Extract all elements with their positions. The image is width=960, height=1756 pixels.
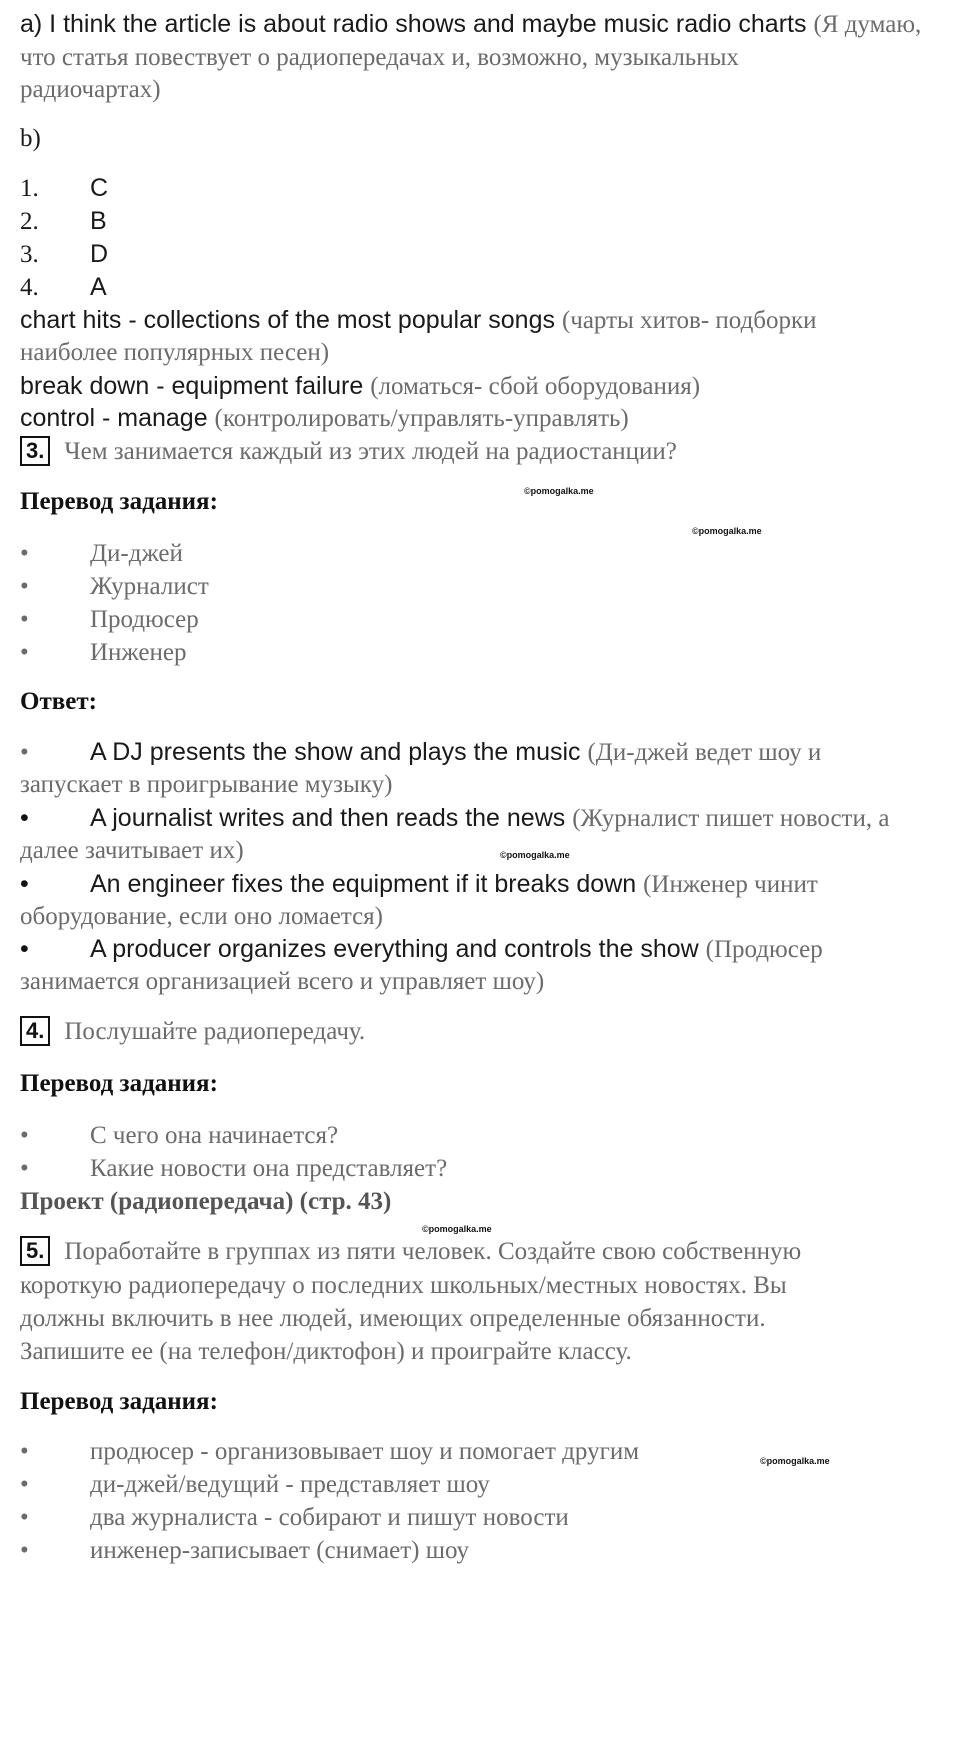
bullet-icon: • (20, 1122, 29, 1149)
bullet-icon: • (20, 639, 29, 666)
task-number-badge: 5. (20, 1236, 50, 1266)
task3-answer-3-cont: оборудование, если оно ломается) (20, 903, 384, 930)
bullet-icon: • (20, 1155, 29, 1182)
task3-item: • Ди-джей (20, 536, 183, 572)
task-number-badge: 3. (20, 436, 50, 466)
bullet-icon: • (20, 1504, 29, 1531)
intro-a-line2: что статья повествует о радиопередачах и, возможно, музыкальных (20, 44, 739, 71)
watermark: ©pomogalka.me (760, 1456, 830, 1466)
vocab-line-2: break down - equipment failure (ломаться- сбой оборудования) (20, 372, 701, 400)
bullet-icon: • (20, 1471, 29, 1498)
answer-item: 4. A (20, 273, 107, 301)
bullet-icon: • (20, 1537, 29, 1564)
task5-line2: короткую радиопередачу о последних школьных/местных новостях. Вы (20, 1272, 787, 1299)
answer-item: 1. C (20, 174, 109, 202)
task5-line4: Запишите ее (на телефон/диктофон) и проиграйте классу. (20, 1338, 632, 1365)
answer-item: 2. B (20, 207, 107, 235)
bullet-icon: • (20, 739, 29, 766)
task5-item: • продюсер - организовывает шоу и помогает другим (20, 1434, 639, 1470)
task4-item: • Какие новости она представляет? (20, 1151, 447, 1187)
bullet-icon: • (20, 870, 29, 898)
task3-answer-4: • A producer organizes everything and controls the show (Продюсер (20, 931, 823, 968)
task5-line3: должны включить в нее людей, имеющих определенные обязанности. (20, 1305, 766, 1332)
watermark: ©pomogalka.me (500, 850, 570, 860)
bullet-icon: • (20, 935, 29, 963)
answer-item: 3. D (20, 240, 109, 268)
task3-item: • Продюсер (20, 602, 199, 638)
watermark: ©pomogalka.me (692, 526, 762, 536)
intro-b-label: b) (20, 125, 41, 152)
task3-translation-heading: Перевод задания: (20, 488, 218, 515)
task3-answer-2-cont: далее зачитывает их) (20, 837, 244, 864)
bullet-icon: • (20, 573, 29, 600)
task3-answer-2: • A journalist writes and then reads the news (Журналист пишет новости, а (20, 800, 889, 837)
task3-answer-heading: Ответ: (20, 688, 97, 715)
task3-answer-3: • An engineer fixes the equipment if it breaks down (Инженер чинит (20, 866, 818, 903)
task5-item: • ди-джей/ведущий - представляет шоу (20, 1467, 490, 1503)
task4-item: • С чего она начинается? (20, 1118, 338, 1154)
task4-question: 4. Послушайте радиопередачу. (20, 1014, 365, 1050)
task3-item: • Журналист (20, 569, 209, 605)
task4-translation-heading: Перевод задания: (20, 1070, 218, 1097)
watermark: ©pomogalka.me (422, 1224, 492, 1234)
vocab-line-1: chart hits - collections of the most popular songs (чарты хитов- подборки (20, 306, 817, 334)
vocab-line-1b: наиболее популярных песен) (20, 339, 330, 366)
vocab-line-3: control - manage (контролировать/управлять-управлять) (20, 404, 629, 432)
task-number-badge: 4. (20, 1016, 50, 1046)
project-heading: Проект (радиопередача) (стр. 43) (20, 1188, 392, 1215)
bullet-icon: • (20, 540, 29, 567)
bullet-icon: • (20, 1438, 29, 1465)
task3-item: • Инженер (20, 635, 186, 671)
intro-a-line3: радиочартах) (20, 76, 161, 103)
task5-line1: 5. Поработайте в группах из пяти человек. Создайте свою собственную (20, 1234, 801, 1270)
task5-item: • инженер-записывает (снимает) шоу (20, 1533, 469, 1569)
watermark: ©pomogalka.me (524, 486, 594, 496)
task5-translation-heading: Перевод задания: (20, 1388, 218, 1415)
task3-answer-1-cont: запускает в проигрывание музыку) (20, 771, 393, 798)
bullet-icon: • (20, 606, 29, 633)
bullet-icon: • (20, 804, 29, 832)
task3-answer-1: • A DJ presents the show and plays the music (Ди-джей ведет шоу и (20, 734, 821, 771)
intro-a-line1: a) I think the article is about radio shows and maybe music radio charts (Я думаю, (20, 10, 922, 38)
task3-answer-4-cont: занимается организацией всего и управляет шоу) (20, 968, 545, 995)
task5-item: • два журналиста - собирают и пишут новости (20, 1500, 569, 1536)
task3-question: 3. Чем занимается каждый из этих людей на радиостанции? (20, 434, 677, 470)
